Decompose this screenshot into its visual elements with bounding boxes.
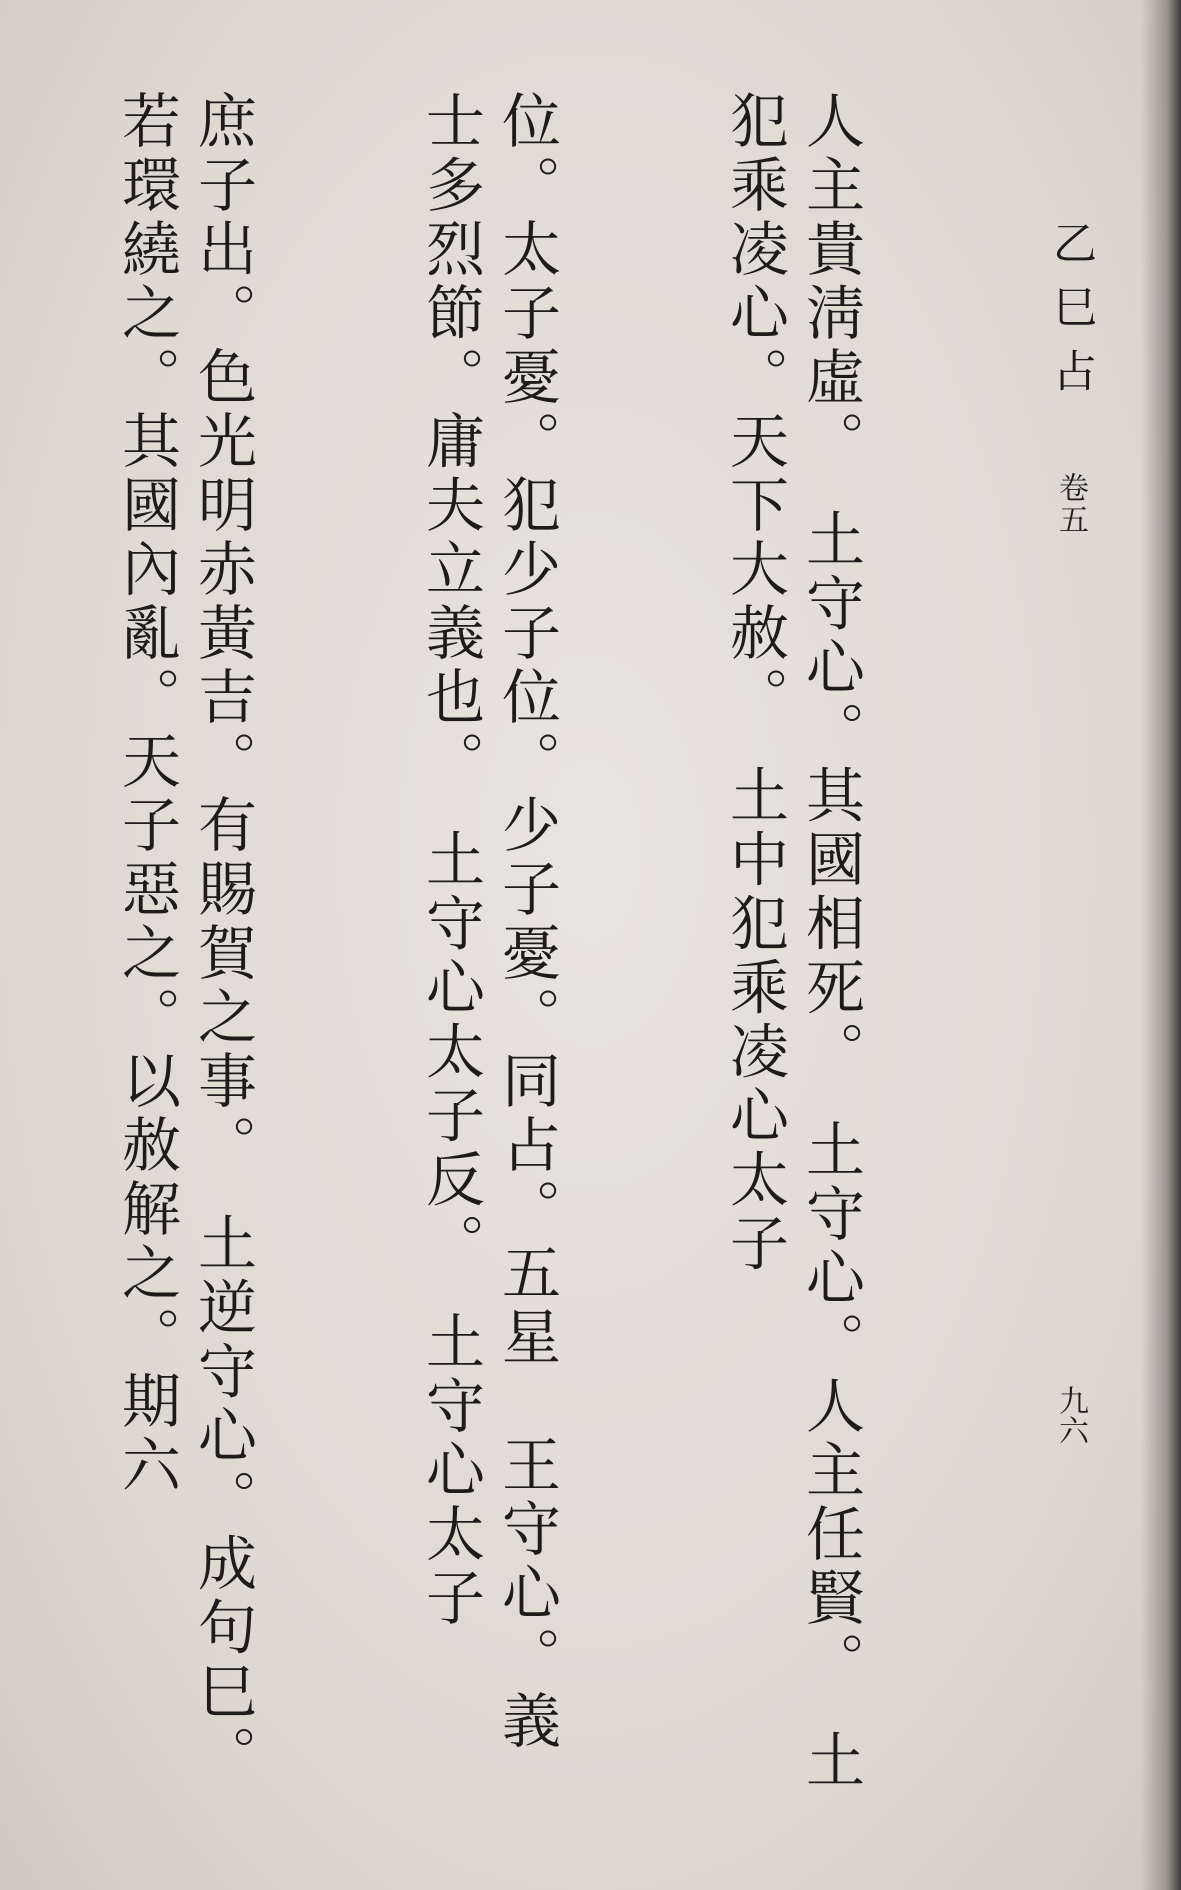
text-column: 位。太子憂。犯少子位。少子憂。同占。五星 王守心。義士多烈節。庸夫立義也。 土守心太子反。 土守心太子 bbox=[416, 90, 561, 1754]
text-column: 人主貴淸虛。 土守心。其國相死。 土守心。人主任賢。 土犯乘凌心。天下大赦。 土中犯乘凌心太子 bbox=[720, 90, 865, 1794]
volume-label: 卷五 bbox=[1053, 472, 1088, 536]
running-header bbox=[1040, 220, 1100, 536]
book-title: 乙巳占 bbox=[1045, 220, 1096, 412]
page-edge-shadow bbox=[1141, 0, 1181, 1890]
text-column: 庶子出。色光明赤黃吉。有賜賀之事。 土逆守心。成句巳。若環繞之。其國內亂。天子惡之。以赦解之。期六 bbox=[112, 90, 257, 1789]
page-number: 九六 bbox=[1053, 1385, 1088, 1445]
body-text bbox=[20, 90, 1020, 1810]
